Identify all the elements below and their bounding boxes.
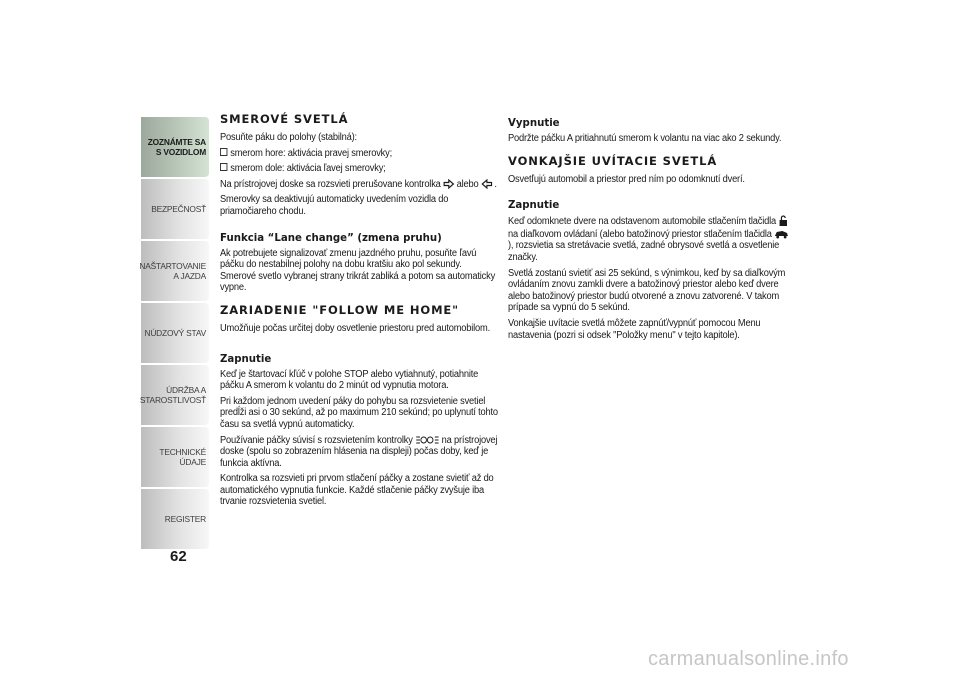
unlock-icon [778,215,787,226]
watermark: carmanualsonline.info [648,648,849,670]
paragraph: Podržte páčku A pritiahnutú smerom k volantu na viac ako 2 sekundy. [508,133,782,144]
tab-nastartovanie[interactable] [141,241,209,301]
chapter-tabs [141,117,209,551]
paragraph: Na prístrojovej doske sa rozsvieti prerušovane kontrolka alebo . [220,178,497,190]
tab-label: ÚDRŽBA A STAROSTLIVOSŤ [139,385,206,405]
arrow-left-indicator-icon [481,179,492,189]
paragraph: Ak potrebujete signalizovať zmenu jazdného pruhu, posuňte ľavú páčku do nestabilnej polohy na dobu kratšiu ako pol sekundy. Smerové svetlo vybranej strany trikrát zabliká a potom sa automaticky vypne. [220,247,496,294]
paragraph: Používanie páčky súvisí s rozsvietením kontrolky na prístrojovej doske (spolu so zobrazením hlásenia na displeji) počas doby, keď je funkcia aktívna. [220,434,498,469]
tab-bezpecnost[interactable] [141,179,209,239]
tab-technicke-udaje[interactable] [141,427,209,487]
section-heading-follow-me-home: ZARIADENIE "FOLLOW ME HOME" [220,302,460,317]
section-heading-vonkajsie: VONKAJŠIE UVÍTACIE SVETLÁ [508,153,718,168]
paragraph: Vonkajšie uvítacie svetlá môžete zapnúť/vypnúť pomocou Menu nastavenia (pozri si odsek "Položky menu" v tejto kapitole). [508,317,761,341]
paragraph: Posuňte páku do polohy (stabilná): [220,132,357,143]
tab-zoznamte-sa[interactable] [141,117,209,177]
left-column [220,113,500,512]
tab-label: ZOZNÁMTE SA S VOZIDLOM [147,137,206,157]
right-column [508,113,794,345]
tab-udrzba[interactable] [141,365,209,425]
trunk-car-icon [774,228,789,239]
tab-label: REGISTER [164,514,206,524]
tab-register[interactable] [141,489,209,549]
tab-label: NÚDZOVÝ STAV [144,328,206,338]
tab-nudzovy-stav[interactable] [141,303,209,363]
headlight-indicator-icon [415,435,439,445]
bullet-item: smerom dole: aktivácia ľavej smerovky; [220,163,499,175]
checkbox-bullet-icon [220,148,227,156]
section-heading-smerove: SMEROVÉ SVETLÁ [220,112,349,126]
subheading-vypnutie: Vypnutie [508,118,560,129]
paragraph: Pri každom jednom uvedení páky do pohybu sa rozsvietenie svetiel predĺži asi o 30 sekúnd, až po maximum 210 sekúnd; po uplynutí tohto času sa svetlá vypnú automaticky. [220,395,498,430]
subheading-lane-change: Funkcia “Lane change” (zmena pruhu) [220,232,442,244]
paragraph: Kontrolka sa rozsvieti pri prvom stlačení páčky a zostane svietiť až do automatického vypnutia funkcie. Každé stlačenie páčky zvyšuje iba trvanie rozsvietenia svetiel. [220,473,494,508]
tab-label: BEZPEČNOSŤ [151,204,206,214]
tab-label: TECHNICKÉ ÚDAJE [159,447,206,467]
paragraph: Umožňuje počas určitej doby osvetlenie priestoru pred automobilom. [220,322,490,334]
paragraph: Keď odomknete dvere na odstavenom automobile stlačením tlačidla na diaľkovom ovládaní (alebo batožinový priestor stlačením tlačidla ), rozsvietia sa stretávacie svetlá, zadné obrysové svetlá a osvetlenie značky. [508,215,793,263]
subheading-zapnutie: Zapnutie [508,200,560,212]
tab-label: NAŠTARTOVANIE A JAZDA [139,261,206,281]
checkbox-bullet-icon [220,163,227,171]
arrow-right-indicator-icon [443,179,454,189]
paragraph: Smerovky sa deaktivujú automaticky uvedením vozidla do priamočiareho chodu. [220,194,449,217]
paragraph: Svetlá zostanú svietiť asi 25 sekúnd, s výnimkou, keď by sa diaľkovým ovládaním znovu zamkli dvere a batožinový priestor alebo keď dvere alebo batožinový priestor budú otvorené a znovu zatvorené. V takom prípade sa vypnú do 5 sekúnd. [508,267,786,314]
bullet-item: smerom hore: aktivácia pravej smerovky; [220,148,499,160]
page-number: 62 [170,548,187,565]
paragraph: Keď je štartovací kľúč v polohe STOP alebo vytiahnutý, potiahnite páčku A smerom k volantu do 2 minút od vypnutia motora. [220,368,479,392]
subheading-zapnutie: Zapnutie [220,353,272,365]
paragraph: Osvetľujú automobil a priestor pred ním po odomknutí dverí. [508,173,745,185]
